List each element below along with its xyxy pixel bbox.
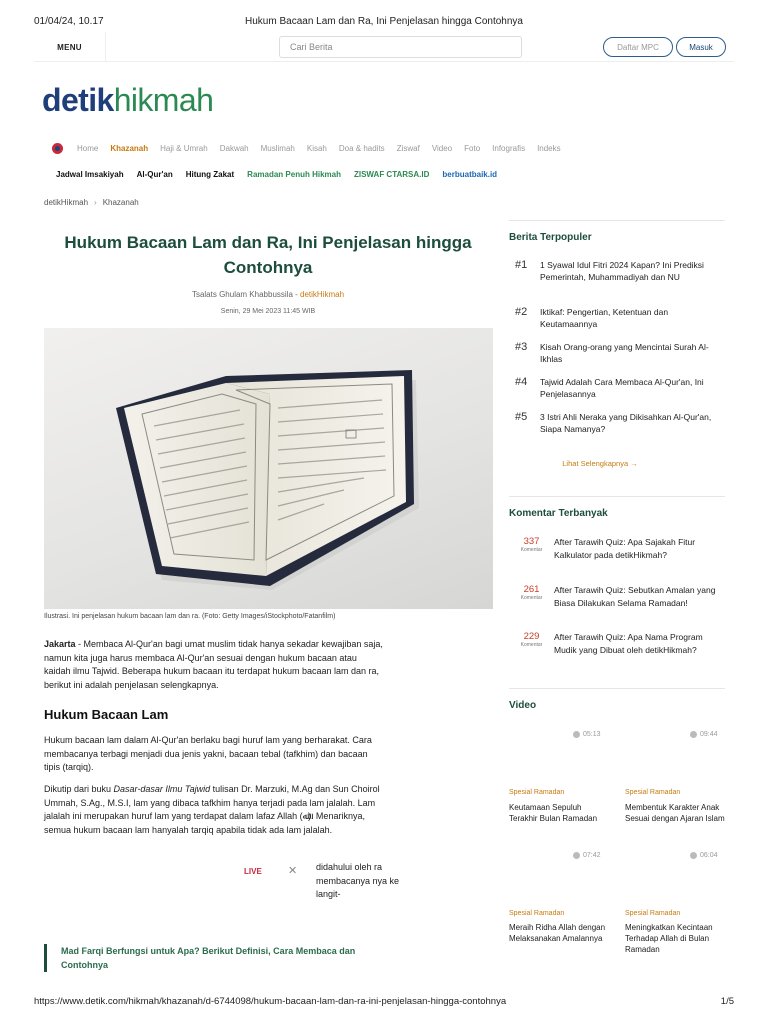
video-category[interactable]: Spesial Ramadan [509, 910, 565, 917]
popular-item[interactable] [515, 376, 725, 400]
comment-count-number: 229 [523, 631, 540, 642]
print-page-number: 1/5 [720, 996, 734, 1007]
article-photo-quran [44, 328, 493, 609]
popular-title[interactable]: Kisah Orang-orang yang Mencintai Surah Al-Ikhlas [540, 342, 709, 364]
nav-item-kisah[interactable]: Kisah [306, 143, 327, 153]
secondary-nav [56, 168, 510, 180]
nav-item-muslimah[interactable]: Muslimah [260, 143, 295, 153]
author-name[interactable]: Tsalats Ghulam Khabbussila [191, 290, 293, 299]
live-player-overlay [230, 858, 310, 888]
popular-item[interactable] [515, 306, 725, 330]
sidebar-divider [509, 688, 725, 689]
play-icon [573, 852, 580, 859]
comment-count-number: 261 [523, 584, 540, 595]
article-paragraph: Hukum bacaan lam dalam Al-Qur'an berlaku bagi huruf lam yang berharakat. Cara membacanya terbagi menjadi dua jenis yakni, bacaan tebal (tafkhim) dan bacaan tipis (tarqiq). [44, 735, 372, 773]
nav-item-al-quran[interactable]: Al-Qur'an [136, 169, 173, 179]
sidebar-divider [509, 496, 725, 497]
nav-item-ramadan-penuh-hikmah[interactable]: Ramadan Penuh Hikmah [247, 169, 341, 179]
comment-title[interactable]: After Tarawih Quiz: Sebutkan Amalan yang Biasa Dilakukan Selama Ramadan! [554, 585, 716, 608]
publish-date: Senin, 29 Mei 2023 11:45 WIB [220, 308, 316, 315]
nav-item-indeks[interactable]: Indeks [537, 143, 561, 153]
login-button[interactable]: Masuk [676, 37, 726, 57]
logo-part-detik: detik [42, 82, 114, 118]
nav-item-hitung-zakat[interactable]: Hitung Zakat [185, 169, 235, 179]
site-logo[interactable] [42, 82, 213, 118]
video-duration[interactable] [690, 731, 718, 738]
comment-count [509, 584, 554, 609]
comment-item[interactable] [509, 536, 725, 561]
nav-item-infografis[interactable]: Infografis [492, 143, 526, 153]
paragraph-text: - Membaca Al-Qur'an bagi umat muslim tidak hanya sekadar kewajiban saja, namun kita juga harus membaca Al-Qur'an sesuai dengan hukum bacaan atau kaidah ilmu Tajwid. Beberapa hukum bacaan itu terdapat hukum bacaan lam dan ra, berikut ini adalah penjelasan selengkapnya. [44, 639, 383, 691]
comment-count-label: Komentar [520, 547, 543, 553]
chevron-right-icon: › [94, 198, 97, 207]
video-category[interactable]: Spesial Ramadan [625, 910, 681, 917]
live-badge[interactable]: LIVE [244, 867, 262, 876]
video-title[interactable]: Keutamaan Sepuluh Terakhir Bulan Ramadan [509, 803, 598, 823]
nav-item-doa-hadits[interactable]: Doa & hadits [338, 143, 385, 153]
section-heading: Hukum Bacaan Lam [44, 707, 169, 722]
article-paragraph [44, 638, 384, 693]
popular-rank: #2 [515, 306, 528, 318]
nav-item-home[interactable]: Home [77, 143, 99, 153]
breadcrumb-item-detikhikmah[interactable]: detikHikmah [44, 198, 89, 207]
popular-item[interactable] [515, 341, 725, 365]
duration-text: 07:42 [583, 852, 601, 859]
dateline-city: Jakarta [44, 639, 76, 649]
comment-count [509, 631, 554, 656]
play-icon [690, 731, 697, 738]
print-datetime: 01/04/24, 10.17 [34, 16, 104, 27]
nav-item-khazanah[interactable]: Khazanah [110, 143, 149, 153]
nav-item-berbuatbaik[interactable]: berbuatbaik.id [442, 169, 498, 179]
nav-item-ziswaf-ctarsa[interactable]: ZISWAF CTARSA.ID [353, 169, 430, 179]
comment-count-label: Komentar [520, 595, 543, 601]
popular-title[interactable]: Iktikaf: Pengertian, Ketentuan dan Keutamaannya [540, 307, 669, 329]
open-quran-illustration [44, 328, 493, 609]
nav-item-ziswaf[interactable]: Ziswaf [396, 143, 420, 153]
popular-item[interactable] [515, 411, 725, 435]
top-bar [34, 32, 734, 62]
nav-item-video[interactable]: Video [431, 143, 453, 153]
article-source[interactable]: detikHikmah [300, 290, 345, 299]
popular-heading: Berita Terpopuler [509, 232, 592, 243]
popular-item[interactable] [515, 259, 725, 283]
print-footer [34, 996, 734, 1008]
video-title[interactable]: Meningkatkan Kecintaan Terhadap Allah di Bulan Ramadan [625, 923, 713, 954]
popular-rank: #4 [515, 376, 528, 388]
comment-count-label: Komentar [520, 642, 543, 648]
nav-item-haji-umrah[interactable]: Haji & Umrah [160, 143, 208, 153]
comment-item[interactable] [509, 631, 725, 656]
comment-title[interactable]: After Tarawih Quiz: Apa Sajakah Fitur Kalkulator pada detikHikmah? [554, 537, 696, 560]
sidebar-divider [509, 220, 725, 221]
duration-text: 09:44 [700, 731, 718, 738]
video-heading: Video [509, 700, 537, 711]
search-input[interactable]: Cari Berita [279, 36, 522, 58]
comments-heading: Komentar Terbanyak [509, 508, 608, 519]
print-url: https://www.detik.com/hikmah/khazanah/d-6744098/hukum-bacaan-lam-dan-ra-ini-penjelasan-hingga-contohnya [34, 996, 507, 1007]
print-page-title: Hukum Bacaan Lam dan Ra, Ini Penjelasan hingga Contohnya [245, 16, 523, 27]
paragraph-text: Dikutip dari buku [44, 784, 114, 794]
breadcrumb [44, 198, 139, 207]
video-duration[interactable] [573, 731, 601, 738]
popular-title[interactable]: Tajwid Adalah Cara Membaca Al-Qur'an, Ini Penjelasannya [540, 377, 704, 399]
article-paragraph-partial: didahului oleh ra membacanya nya ke langit- [316, 862, 400, 900]
video-title[interactable]: Membentuk Karakter Anak Sesuai dengan Ajaran Islam [625, 803, 725, 823]
article-title: Hukum Bacaan Lam dan Ra, Ini Penjelasan hingga Contohnya [64, 233, 472, 277]
comment-item[interactable] [509, 584, 725, 609]
register-button[interactable]: Daftar MPC [603, 37, 673, 57]
comment-count-number: 337 [523, 536, 540, 547]
book-title: Dasar-dasar Ilmu Tajwid [113, 784, 211, 794]
breadcrumb-item-khazanah[interactable]: Khazanah [102, 198, 139, 207]
related-article-link[interactable]: Mad Farqi Berfungsi untuk Apa? Berikut Definisi, Cara Membaca dan Contohnya [44, 944, 384, 972]
video-title[interactable]: Meraih Ridha Allah dengan Melaksanakan Amalannya [509, 923, 606, 943]
article-paragraph [44, 783, 384, 838]
popular-title[interactable]: 3 Istri Ahli Neraka yang Dikisahkan Al-Qur'an, Siapa Namanya? [540, 412, 712, 434]
menu-button[interactable]: MENU [34, 32, 106, 62]
paragraph-text: tulisan Dr. Marzuki, M.Ag dan Sun Choirol Ummah, S.Ag., M.S.I, lam yang dibaca tafkhim hanya terjadi pada lam jalalah. Lam jalalah ini merupakan huruf lam yang terdapat dalam lafaz Allah (ﷲ). Menariknya, semua hukum bacaan lam hanyalah tarqiq apabila tidak ada lam jalalah. [44, 784, 380, 836]
popular-title[interactable]: 1 Syawal Idul Fitri 2024 Kapan? Ini Prediksi Pemerintah, Muhammadiyah dan NU [540, 260, 704, 282]
video-duration[interactable] [573, 852, 601, 859]
nav-item-dakwah[interactable]: Dakwah [219, 143, 249, 153]
logo-part-hikmah: hikmah [113, 82, 214, 118]
play-icon [690, 852, 697, 859]
video-category[interactable]: Spesial Ramadan [509, 789, 565, 796]
print-header [34, 16, 734, 30]
video-duration[interactable] [690, 852, 718, 859]
article-byline [44, 290, 492, 299]
duration-text: 06:04 [700, 852, 718, 859]
popular-rank: #3 [515, 341, 528, 353]
popular-rank: #5 [515, 411, 528, 423]
nav-item-jadwal-imsakiyah[interactable]: Jadwal Imsakiyah [56, 169, 124, 179]
detik-network-icon[interactable] [52, 143, 63, 154]
close-icon[interactable]: ✕ [288, 865, 298, 877]
play-icon [573, 731, 580, 738]
comment-title[interactable]: After Tarawih Quiz: Apa Nama Program Mudik yang Dibuat oleh detikHikmah? [554, 632, 703, 655]
video-category[interactable]: Spesial Ramadan [625, 789, 681, 796]
byline-separator: - [292, 290, 301, 299]
popular-rank: #1 [515, 259, 528, 271]
comment-count [509, 536, 554, 561]
nav-item-foto[interactable]: Foto [464, 143, 481, 153]
see-more-link[interactable]: Lihat Selengkapnya → [562, 459, 638, 468]
primary-nav [52, 141, 573, 155]
duration-text: 05:13 [583, 731, 601, 738]
photo-caption: Ilustrasi. Ini penjelasan hukum bacaan lam dan ra. (Foto: Getty Images/iStockphoto/Fatanfilm) [44, 613, 336, 620]
